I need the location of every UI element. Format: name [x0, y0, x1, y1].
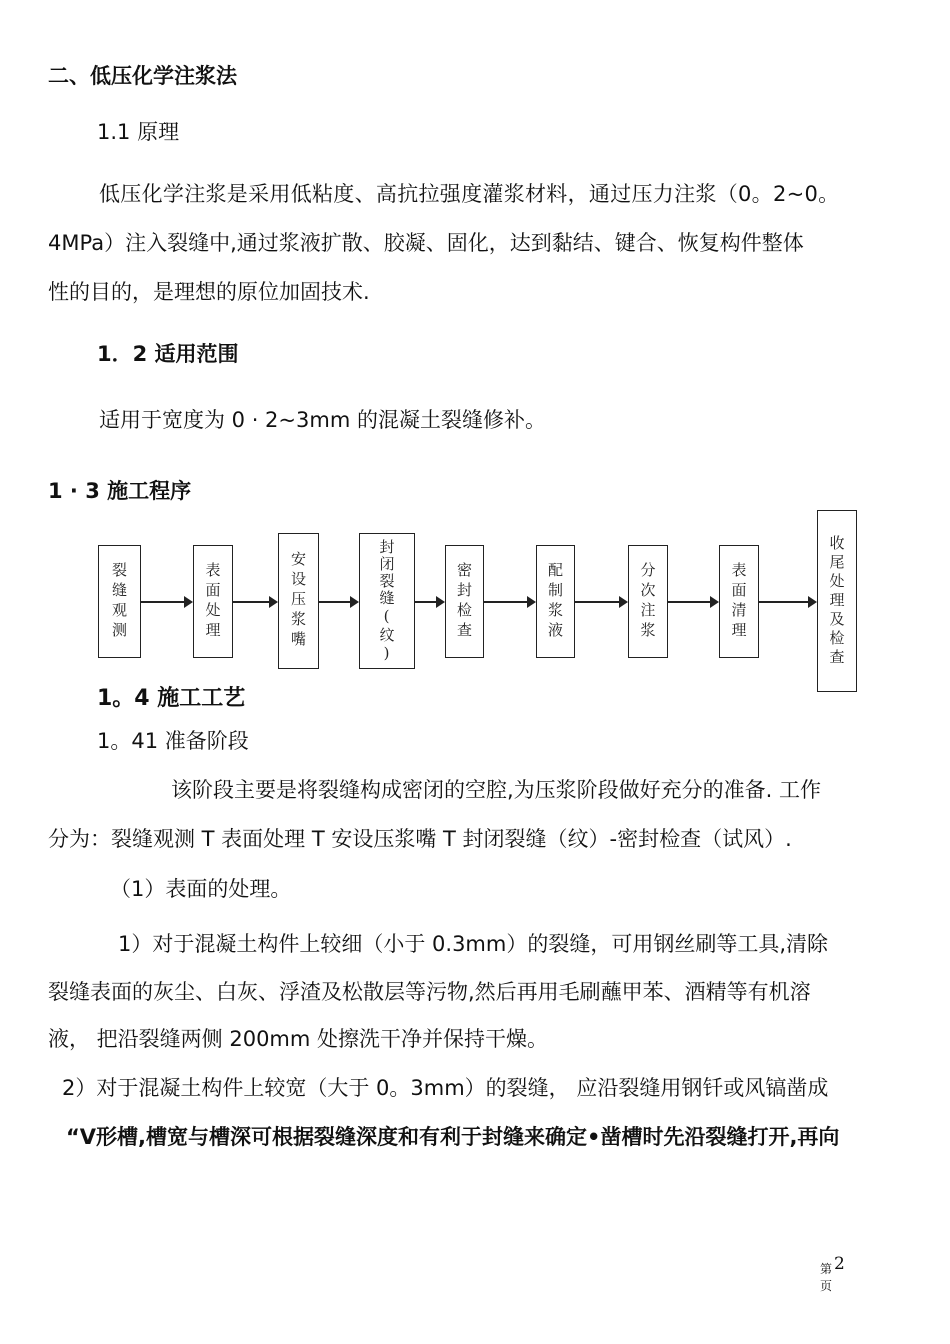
heading-1-1: 1.1 原理 — [97, 120, 180, 144]
page-prefix: 第 — [820, 1262, 833, 1276]
point-1-line-1: 1）对于混凝土构件上较细（小于 0.3mm）的裂缝，可用钢丝刷等工具,清除 — [118, 932, 829, 956]
flow-arrow — [233, 601, 276, 603]
flow-step-1: 裂缝观测 — [98, 545, 141, 658]
flow-step-7: 分次注浆 — [628, 545, 668, 658]
heading-1-4: 1。4 施工工艺 — [97, 686, 246, 711]
point-2-line-1: 2）对于混凝土构件上较宽（大于 0。3mm）的裂缝， 应沿裂缝用钢钎或风镐凿成 — [62, 1076, 829, 1100]
point-2-line-2: “V形槽,槽宽与槽深可根据裂缝深度和有利于封缝来确定•凿槽时先沿裂缝打开,再向 — [66, 1125, 840, 1149]
intro-line-1: 该阶段主要是将裂缝构成密闭的空腔,为压浆阶段做好充分的准备. 工作 — [171, 778, 822, 802]
flow-arrow — [668, 601, 717, 603]
flow-arrow — [319, 601, 357, 603]
flow-arrow — [484, 601, 534, 603]
flow-step-9: 收尾处理及检查 — [817, 510, 857, 692]
page-suffix: 页 — [820, 1279, 833, 1293]
para-line-3: 性的目的，是理想的原位加固技术. — [48, 280, 370, 304]
heading-1-4-1: 1。41 准备阶段 — [97, 729, 249, 753]
flow-arrow — [759, 601, 815, 603]
point-1-line-3: 液， 把沿裂缝两侧 200mm 处擦洗干净并保持干燥。 — [48, 1027, 549, 1051]
page-number-value: 2 — [834, 1254, 845, 1274]
heading-1-2: 1．2 适用范围 — [97, 342, 239, 366]
flow-step-4: 封闭裂缝(纹) — [359, 533, 415, 669]
point-1-line-2: 裂缝表面的灰尘、白灰、浮渣及松散层等污物,然后再用毛刷蘸甲苯、酒精等有机溶 — [48, 980, 811, 1004]
flow-step-6: 配制浆液 — [536, 545, 575, 658]
para-line-2: 4MPa）注入裂缝中,通过浆液扩散、胶凝、固化，达到黏结、键合、恢复构件整体 — [48, 231, 804, 255]
item-1-heading: （1）表面的处理。 — [110, 877, 292, 901]
flow-step-8: 表面清理 — [719, 545, 759, 658]
intro-line-2: 分为：裂缝观测 T 表面处理 T 安设压浆嘴 T 封闭裂缝（纹）-密封检查（试风）. — [48, 827, 792, 851]
flow-step-5: 密封检查 — [445, 545, 484, 658]
flow-arrow — [415, 601, 443, 603]
flow-arrow — [575, 601, 626, 603]
flow-step-2: 表面处理 — [193, 545, 233, 658]
heading-1-3: 1 · 3 施工程序 — [48, 479, 192, 503]
flow-arrow — [141, 601, 191, 603]
flow-step-3: 安设压浆嘴 — [278, 533, 319, 669]
para-line-1: 低压化学注浆是采用低粘度、高抗拉强度灌浆材料，通过压力注浆（0。2~0。 — [99, 182, 840, 206]
scope-text: 适用于宽度为 0 · 2~3mm 的混凝土裂缝修补。 — [99, 408, 546, 432]
section-title: 二、低压化学注浆法 — [48, 64, 237, 88]
